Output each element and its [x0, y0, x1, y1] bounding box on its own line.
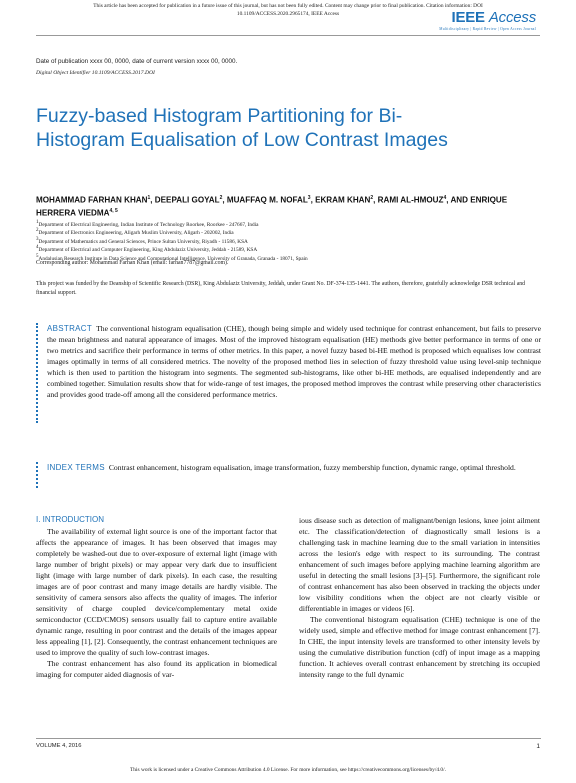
body-paragraph: ious disease such as detection of malignant/benign lesions, knee joint ailment etc. The classification/detection of diagnostically small lesions is a challenging task in machine learning due to the small variation in intensities across the lesion's edge with respect to its surrounding. The contrast enhancement of such images before applying machine learning algorithm are useful in detecting the small lesions [3]–[5]. Furthermore, the significant role of contrast enhancement has also been observed in tracking the objects under low visibility conditions when the object are not clearly visible or differentiable in images or videos [6]. [299, 516, 540, 613]
author-conjunction: AND [450, 195, 468, 205]
license-notice: This work is licensed under a Creative Commons Attribution 4.0 License. For more information, see https://creativecommons.org/licenses/by/4.0/. [130, 767, 446, 773]
accepted-notice-line1: This article has been accepted for publication in a future issue of this journal, but has not been fully edited. Content may change prior to final publication. Citation information: DOI [93, 3, 483, 9]
publication-dates: Date of publication xxxx 00, 0000, date of current version xxxx 00, 0000. [36, 58, 238, 65]
abstract-block [47, 323, 541, 400]
page-number: 1 [536, 743, 540, 750]
author-list: MOHAMMAD FARHAN KHAN$^1$, DEEPALI GOYAL$^2$, MUAFFAQ M. NOFAL$^3$, EKRAM KHAN$^2$, RAMI AL-HMOUZ$^4$, AND ENRIQUE HERRERA VIEDMA$^{4, 5}$ [36, 195, 508, 219]
author-affil-mark: 2 [219, 195, 223, 201]
accepted-notice-line2: 10.1109/ACCESS.2020.2965174, IEEE Access [236, 10, 340, 17]
author-affil-mark: 2 [370, 195, 374, 201]
logo-access-text: Access [488, 9, 536, 26]
index-terms-text: Contrast enhancement, histogram equalisation, image transformation, fuzzy membership function, dynamic range, optimal threshold. [108, 463, 516, 472]
logo-tagline: Multidisciplinary | Rapid Review | Open Access Journal [439, 27, 536, 31]
affiliation-item: $^3$Department of Mathematics and General Sciences, Prince Sultan University, Riyadh - 11586, KSA [36, 236, 248, 245]
body-paragraph: The availability of external light source is one of the important factor that affects the appearance of images. It has been observed that images may completely be washed-out due to over-exposure of external light (image with large number of bright pixels) or may appear very dark due to insufficient light (image with large number of dark pixels). In each case, the resulting images are of poor contrast and many image details are hardly visible. The sensitivity of camera sensors also affects the quality of images. The inferior sensitivity of charge coupled device/complementary metal oxide semiconductor (CCD/CMOS) sensors usually fail to capture entire available dynamic range, resulting in poor contrast and the details of the images appear less appealing [1], [2]. Consequently, the contrast enhancement techniques are used to improve the quality of such low-contrast images. [36, 527, 277, 657]
abstract-dotted-rule [36, 323, 44, 423]
author-name: RAMI AL-HMOUZ [377, 195, 444, 205]
index-terms-block [47, 462, 541, 473]
header-divider [36, 35, 540, 36]
footer-divider [36, 738, 541, 739]
affiliation-item: $^2$Department of Electronics Engineering, Aligarh Muslim University, Aligarh - 202002, India [36, 228, 234, 237]
author-name: ENRIQUE HERRERA VIEDMA [36, 195, 508, 219]
affiliation-item: $^5$Andalusian Research Institute in Data Science and Computational Intelligence, University of Granada, Granada - 18071, Spain [36, 253, 308, 262]
index-terms-label: INDEX TERMS [47, 463, 105, 472]
logo-ieee-text: IEEE [451, 9, 485, 26]
body-paragraph: The contrast enhancement has also found its application in biomedical imaging for computer aided diagnosis of var- [36, 659, 277, 679]
index-terms-dotted-rule [36, 462, 44, 488]
author-affil-mark: 4 [443, 195, 447, 201]
author-affil-mark: 1 [147, 195, 151, 201]
funding-note: This project was funded by the Deanship of Scientific Research (DSR), King Abdulaziz University, Jeddah, under Grant No. DF-374-135-1441. The authors, therefore, gratefully acknowledge DSR technical and financial support. [36, 281, 526, 296]
body-column-right [299, 515, 540, 680]
affiliation-item: $^1$Department of Electrical Engineering, Indian Institute of Technology Roorkee, Roorkee - 247667, India [36, 220, 259, 228]
author-affil-mark: 3 [307, 195, 311, 201]
volume-label: VOLUME 4, 2016 [36, 743, 82, 749]
abstract-text: The conventional histogram equalisation (CHE), though being simple and widely used technique for contrast enhancement, but fails to preserve the mean brightness and natural appearance of images. Most of the improved histogram equalisation (HE) methods give better performance in terms of one or two metrics and sacrifice their performance in terms of other metrics. In this paper, a novel fuzzy based bi-HE method is proposed which equalises low contrast images optimally in terms of all considered metrics. The novelty of the proposed method lies in selection of fuzzy threshold value using level-snip technique which is then used to partition the histogram into segments. The segmented sub-histograms, like other bi-HE methods, are equalised independently and are combined together. Simulation results show that for wide-range of test images, the proposed method improves the contrast while preserving other characteristics and provides good trade-off among all the considered performance metrics. [47, 324, 541, 399]
author-name: MUAFFAQ M. NOFAL [226, 195, 308, 205]
body-column-left [36, 526, 277, 680]
section-heading: I. INTRODUCTION [36, 515, 104, 524]
body-paragraph: The conventional histogram equalisation (CHE) technique is one of the widely used, simple and effective method for image contrast enhancement [7]. In CHE, the input intensity levels are transformed to other intensity levels by using the cumulative distribution function (cdf) of input image as a mapping function. It achieves overall contrast enhancement by stretching its occupied intensity range to the full dynamic [299, 615, 540, 679]
affiliation-item: $^4$Department of Electrical and Computer Engineering, King Abdulaziz University, Jeddah - 21589, KSA [36, 245, 258, 254]
affiliation-list [36, 220, 541, 262]
author-affil-mark: 4, 5 [109, 208, 118, 215]
author-name: DEEPALI GOYAL [154, 195, 220, 205]
abstract-label: ABSTRACT [47, 324, 93, 333]
ieee-access-logo [451, 9, 536, 26]
corresponding-author: Corresponding author: Mohammad Farhan Khan (email: farhan7787@gmail.com). [36, 260, 229, 266]
doi-line: Digital Object Identifier 10.1109/ACCESS.2017.DOI [36, 70, 155, 76]
author-name: MOHAMMAD FARHAN KHAN [36, 195, 148, 205]
author-name: EKRAM KHAN [315, 195, 371, 205]
paper-title: Fuzzy-based Histogram Partitioning for Bi-Histogram Equalisation of Low Contrast Images [36, 105, 448, 151]
